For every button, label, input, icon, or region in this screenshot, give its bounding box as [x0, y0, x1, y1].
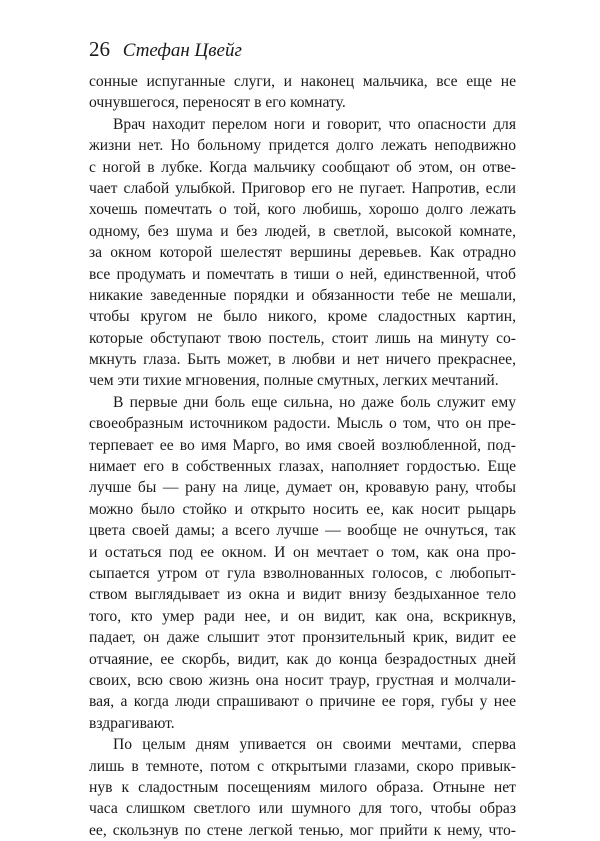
text-line: нув к сладостным посещениям милого образа. Отныне нет — [89, 778, 516, 796]
text-line: за окном которой шелестят вершины деревьев. Как отрадно — [89, 244, 516, 262]
text-line: жизни нет. Но больному придется долго лежать неподвижно — [89, 137, 516, 155]
text-line: того, кто умер ради нее, и он видит, как она, вскрикнув, — [89, 607, 516, 625]
text-line: которые обступают твою постель, стоит лишь на минуту со- — [89, 329, 516, 347]
text-line: чтобы кругом не было никого, кроме сладостных картин, — [89, 308, 516, 326]
text-line: В первые дни боль еще сильна, но даже боль служит ему — [113, 393, 516, 411]
text-line: одному, без шума и без людей, в светлой, высокой комнате, — [89, 222, 516, 240]
text-line: ством выглядывает из окна и видит внизу бездыханное тело — [89, 586, 516, 604]
text-line: сыпается утром от гула взволнованных голосов, с любопыт- — [89, 564, 516, 582]
text-line: ее, скользнув по стене легкой тенью, мог прийти к нему, что- — [89, 821, 516, 839]
text-line: очнувшегося, переносят в его комнату. — [89, 94, 346, 112]
text-line: лишь в темноте, потом с открытыми глазами, скоро привык- — [89, 757, 516, 775]
text-line: хочешь помечтать о той, кого любишь, хорошо долго лежать — [89, 201, 516, 219]
text-line: все продумать и помечтать в тиши о ней, единственной, чтоб — [89, 265, 516, 283]
text-line: падает, он даже слышит этот пронзительный крик, видит ее — [89, 629, 516, 647]
text-line: отчаяние, ее скорбь, видит, как до конца безрадостных дней — [89, 650, 516, 668]
running-head-author: Стефан Цвейг — [122, 40, 242, 61]
text-line: чем эти тихие мгновения, полные смутных, легких мечтаний. — [89, 372, 499, 390]
text-line: нимает его в собственных глазах, наполняет гордостью. Еще — [89, 458, 516, 476]
text-line: цвета своей дамы; а всего лучше — вообще не очнуться, так — [89, 522, 516, 540]
text-line: По целым дням упивается он своими мечтами, сперва — [113, 736, 516, 754]
text-line: вая, а когда люди спрашивают о причине ее горя, губы у нее — [89, 693, 516, 711]
text-line: чает слабой улыбкой. Приговор его не пугает. Напротив, если — [89, 179, 516, 197]
text-line: вздрагивают. — [89, 714, 175, 732]
text-line: терпевает ее во имя Марго, во имя своей возлюбленной, под- — [89, 436, 516, 454]
text-line: своеобразным источником радости. Мысль о том, что он пре- — [89, 415, 516, 433]
running-head — [89, 38, 242, 62]
body-text — [89, 71, 516, 841]
text-line: мкнуть глаза. Быть может, в любви и нет ничего прекраснее, — [89, 351, 516, 369]
text-line: никакие заведенные порядки и обязанности тебе не мешали, — [89, 286, 516, 304]
text-line: можно было стойко и открыто носить ее, как носит рыцарь — [89, 500, 516, 518]
text-line: сонные испуганные слуги, и наконец мальчика, все еще не — [89, 73, 516, 90]
text-line: и остаться под ее окном. И он мечтает о том, как она про- — [89, 543, 516, 561]
text-line: часа слишком светлого или шумного для того, чтобы образ — [89, 800, 516, 818]
page-number: 26 — [89, 37, 110, 61]
text-line: Врач находит перелом ноги и говорит, что опасности для — [113, 115, 516, 133]
text-line: лучше бы — рану на лице, думает он, кровавую рану, чтобы — [89, 479, 516, 497]
text-line: своих, всю свою жизнь она носит траур, грустная и молчали- — [89, 671, 516, 689]
text-line: с ногой в лубке. Когда мальчику сообщают об этом, он отве- — [89, 158, 516, 176]
